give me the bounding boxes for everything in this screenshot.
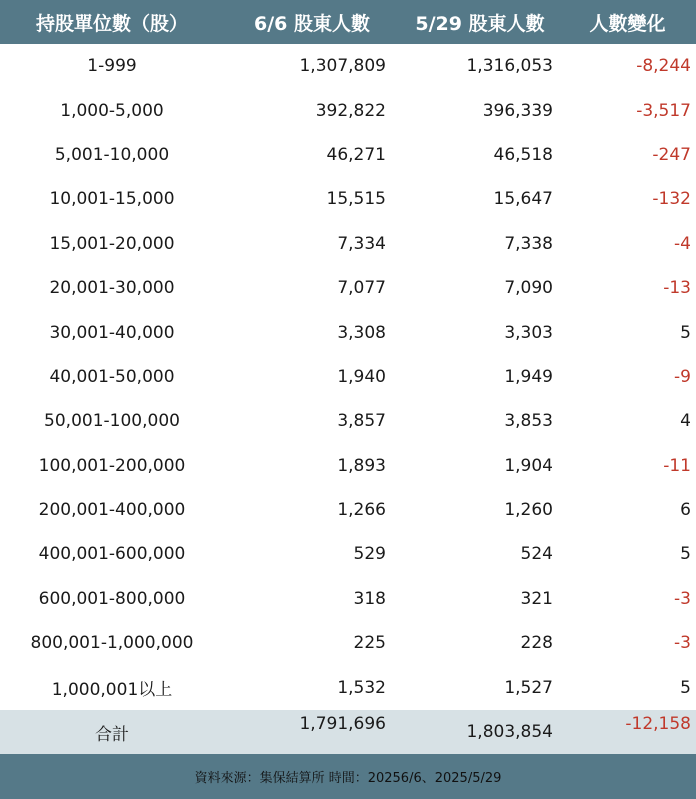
current-count-cell: 225 xyxy=(353,633,386,654)
table-row xyxy=(0,222,696,266)
range-cell: 30,001-40,000 xyxy=(49,322,175,343)
change-cell: 6 xyxy=(680,500,691,521)
total-change: -12,158 xyxy=(625,714,691,734)
table-row xyxy=(0,577,696,621)
change-cell: -9 xyxy=(674,366,691,387)
change-cell: -4 xyxy=(674,233,691,254)
current-count-cell: 46,271 xyxy=(326,144,386,165)
current-count-cell: 15,515 xyxy=(326,189,386,210)
current-count-cell: 7,077 xyxy=(337,278,386,299)
range-cell: 600,001-800,000 xyxy=(38,588,186,609)
header-change: 人數變化 xyxy=(589,12,666,35)
previous-count-cell: 7,090 xyxy=(504,278,553,299)
change-cell: -3,517 xyxy=(636,100,691,121)
previous-count-cell: 1,949 xyxy=(504,366,553,387)
table-row xyxy=(0,488,696,532)
current-count-cell: 3,857 xyxy=(337,411,386,432)
current-count-cell: 3,308 xyxy=(337,322,386,343)
previous-count-cell: 7,338 xyxy=(504,233,553,254)
change-cell: 5 xyxy=(680,544,691,565)
total-row xyxy=(0,710,696,754)
table-row xyxy=(0,444,696,488)
header-previous: 5/29 股東人數 xyxy=(415,12,545,35)
total-previous: 1,803,854 xyxy=(466,722,553,742)
previous-count-cell: 1,260 xyxy=(504,500,553,521)
previous-count-cell: 396,339 xyxy=(482,100,553,121)
change-cell: -13 xyxy=(663,278,691,299)
table-header xyxy=(0,0,696,44)
range-cell: 100,001-200,000 xyxy=(38,455,186,476)
range-cell: 40,001-50,000 xyxy=(49,366,175,387)
change-cell: -3 xyxy=(674,633,691,654)
range-cell: 400,001-600,000 xyxy=(38,544,186,565)
range-cell: 1,000-5,000 xyxy=(60,100,164,121)
range-cell: 1-999 xyxy=(87,56,137,77)
header-range: 持股單位數（股） xyxy=(35,12,188,35)
table-row xyxy=(0,266,696,310)
source-footer: 資料來源：集保結算所 時間：20256/6、2025/5/29 xyxy=(0,754,696,799)
current-count-cell: 1,940 xyxy=(337,366,386,387)
previous-count-cell: 321 xyxy=(520,588,553,609)
table-row xyxy=(0,621,696,665)
table-body xyxy=(0,44,696,710)
range-cell: 1,000,001以上 xyxy=(51,680,173,701)
previous-count-cell: 1,316,053 xyxy=(466,56,553,77)
current-count-cell: 1,307,809 xyxy=(299,56,386,77)
previous-count-cell: 228 xyxy=(520,633,553,654)
current-count-cell: 1,893 xyxy=(337,455,386,476)
previous-count-cell: 1,904 xyxy=(504,455,553,476)
current-count-cell: 7,334 xyxy=(337,233,386,254)
previous-count-cell: 3,853 xyxy=(504,411,553,432)
table-row xyxy=(0,133,696,177)
table-row xyxy=(0,177,696,221)
current-count-cell: 392,822 xyxy=(315,100,386,121)
table-row xyxy=(0,44,696,88)
total-current: 1,791,696 xyxy=(299,714,386,734)
current-count-cell: 1,532 xyxy=(337,677,386,698)
change-cell: 5 xyxy=(680,322,691,343)
table-row xyxy=(0,310,696,354)
range-cell: 15,001-20,000 xyxy=(49,233,175,254)
change-cell: 5 xyxy=(680,677,691,698)
table-row xyxy=(0,532,696,576)
current-count-cell: 529 xyxy=(353,544,386,565)
range-cell: 10,001-15,000 xyxy=(49,189,175,210)
header-current: 6/6 股東人數 xyxy=(254,12,370,35)
table-row xyxy=(0,355,696,399)
previous-count-cell: 1,527 xyxy=(504,677,553,698)
range-cell: 50,001-100,000 xyxy=(44,411,180,432)
change-cell: -132 xyxy=(652,189,691,210)
previous-count-cell: 3,303 xyxy=(504,322,553,343)
current-count-cell: 1,266 xyxy=(337,500,386,521)
table-row xyxy=(0,88,696,132)
previous-count-cell: 15,647 xyxy=(493,189,553,210)
range-cell: 200,001-400,000 xyxy=(38,500,186,521)
total-label: 合計 xyxy=(95,724,129,745)
change-cell: -8,244 xyxy=(636,56,691,77)
change-cell: -11 xyxy=(663,455,691,476)
range-cell: 800,001-1,000,000 xyxy=(30,633,194,654)
table-row xyxy=(0,399,696,443)
previous-count-cell: 46,518 xyxy=(493,144,553,165)
range-cell: 20,001-30,000 xyxy=(49,278,175,299)
previous-count-cell: 524 xyxy=(520,544,553,565)
change-cell: -3 xyxy=(674,588,691,609)
change-cell: 4 xyxy=(680,411,691,432)
range-cell: 5,001-10,000 xyxy=(54,144,170,165)
change-cell: -247 xyxy=(652,144,691,165)
current-count-cell: 318 xyxy=(353,588,386,609)
